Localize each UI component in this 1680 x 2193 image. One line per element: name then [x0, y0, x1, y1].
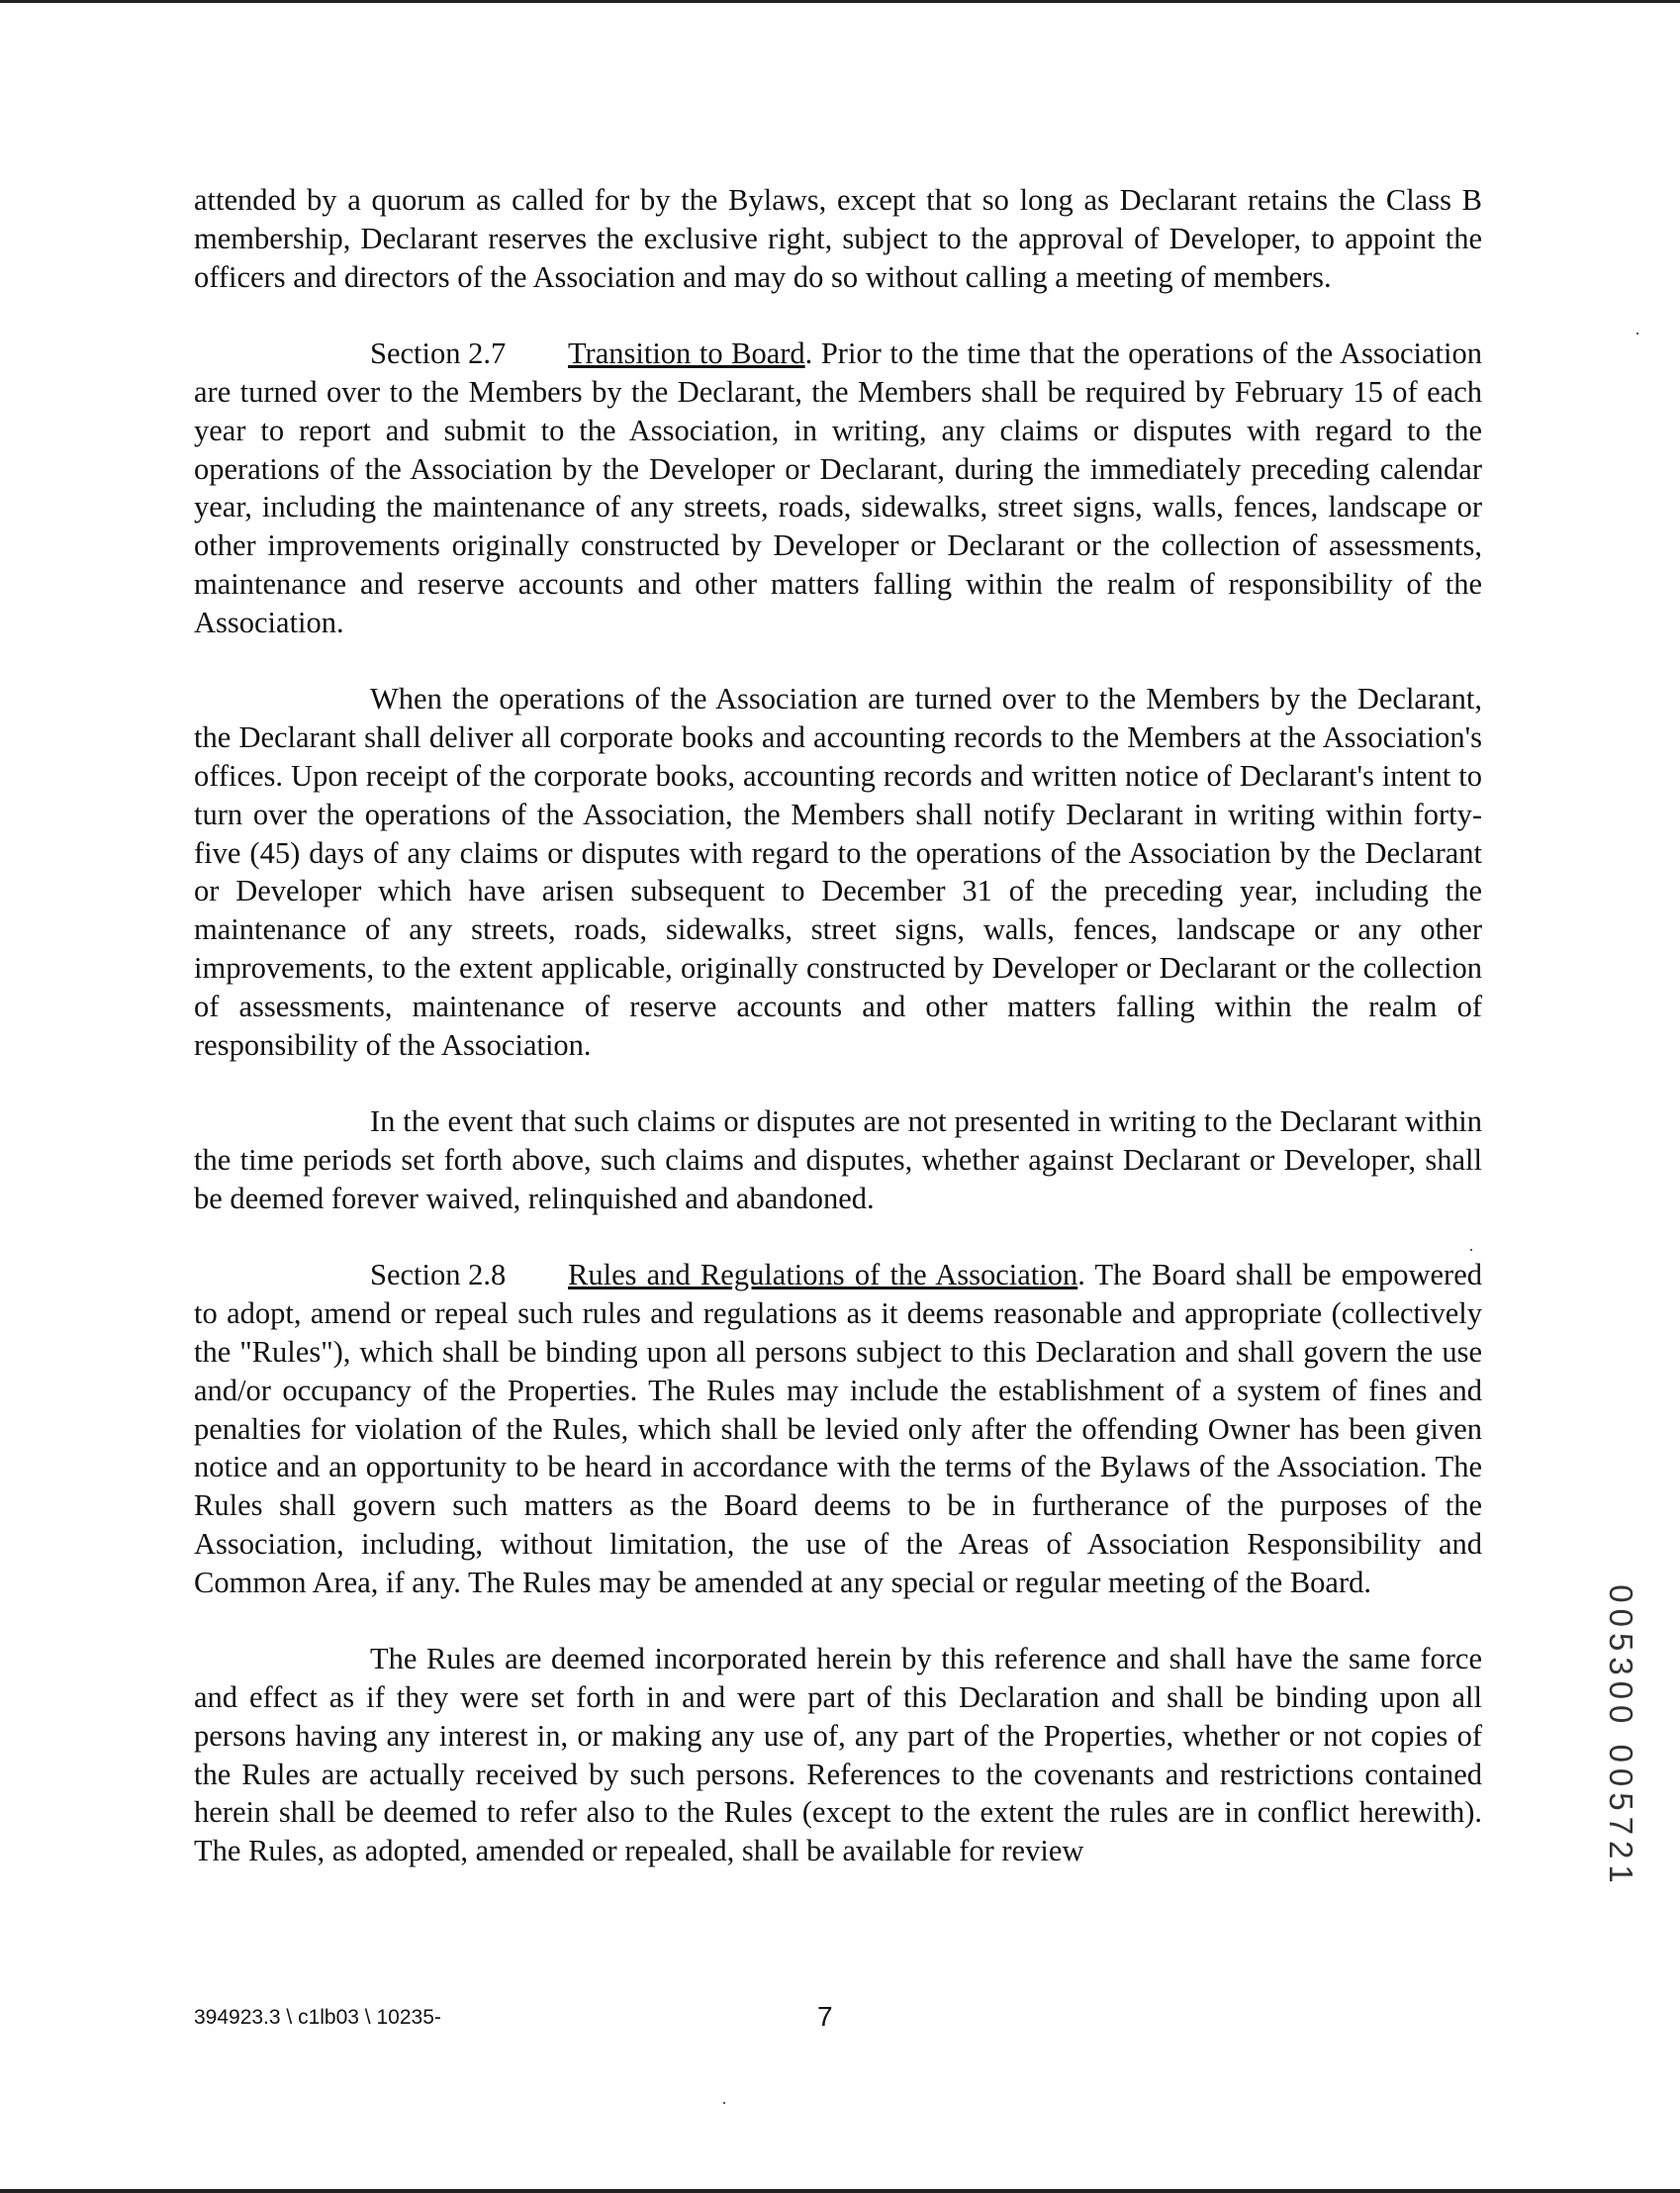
recording-stamp-text: 005300 005721	[1603, 1584, 1639, 1889]
scan-speck	[1470, 1249, 1472, 1251]
document-body	[194, 181, 1482, 1909]
recording-stamp	[1601, 1584, 1640, 1889]
scan-top-edge	[0, 0, 1680, 3]
footer-page-number: 7	[817, 2001, 833, 2032]
section-2-8-title-punct: .	[1077, 1258, 1085, 1292]
scan-bottom-edge	[0, 2189, 1680, 2193]
section-2-8-title: Rules and Regulations of the Association	[568, 1258, 1078, 1292]
section-2-8-body: The Board shall be empowered to adopt, amend or repeal such rules and regulations as it deems reasonable and appropriate (collectively the "Rules"), which shall be binding upon all persons subject to this Declaration and shall govern the use and/or occupancy of the Properties. The Rules may include the establishment of a system of fines and penalties for violation of the Rules, which shall be levied only after the offending Owner has been given notice and an opportunity to be heard in accordance with the terms of the Bylaws of the Association. The Rules shall govern such matters as the Board deems to be in furtherance of the purposes of the Association, including, without limitation, the use of the Areas of Association Responsibility and Common Area, if any. The Rules may be amended at any special or regular meeting of the Board.	[194, 1258, 1482, 1599]
section-2-7-title: Transition to Board	[568, 336, 805, 371]
paragraph-waiver	[194, 1102, 1482, 1217]
section-2-7-title-punct: .	[804, 336, 813, 371]
paragraph-waiver-text: In the event that such claims or disputes are not presented in writing to the Declarant within the time periods set forth above, such claims and disputes, whether against Declarant or Developer, shall be deemed forever waived, relinquished and abandoned.	[194, 1104, 1482, 1215]
section-2-8-number: Section 2.8	[370, 1258, 507, 1292]
paragraph-intro: attended by a quorum as called for by the Bylaws, except that so long as Declarant retains the Class B membership, Declarant reserves the exclusive right, subject to the approval of Developer, to appoint the officers and directors of the Association and may do so without calling a meeting of members.	[194, 183, 1482, 294]
section-2-7	[194, 334, 1482, 641]
section-2-7-number: Section 2.7	[370, 336, 507, 371]
section-2-8	[194, 1256, 1482, 1601]
scan-speck	[723, 2102, 725, 2104]
paragraph-rules-text: The Rules are deemed incorporated herein by this reference and shall have the same force and effect as if they were set forth in and were part of this Declaration and shall be binding upon all persons having any interest in, or making any use of, any part of the Properties, whether or not copies of the Rules are actually received by such persons. References to the covenants and restrictions contained herein shall be deemed to refer also to the Rules (except to the extent the rules are in conflict herewith). The Rules, as adopted, amended or repealed, shall be available for review	[194, 1642, 1482, 1868]
footer-document-id: 394923.3 \ c1lb03 \ 10235-	[194, 2006, 441, 2029]
section-2-7-body: Prior to the time that the operations of the Association are turned over to the Members by the Declarant, the Members shall be required by February 15 of each year to report and submit to the Association, in writing, any claims or disputes with regard to the operations of the Association by the Developer or Declarant, during the immediately preceding calendar year, including the maintenance of any streets, roads, sidewalks, street signs, walls, fences, landscape or other improvements originally constructed by Developer or Declarant or the collection of assessments, maintenance and reserve accounts and other matters falling within the realm of responsibility of the Association.	[194, 336, 1482, 639]
paragraph-turnover	[194, 680, 1482, 1064]
paragraph-rules	[194, 1640, 1482, 1870]
paragraph-turnover-text: When the operations of the Association are turned over to the Members by the Declarant, the Declarant shall deliver all corporate books and accounting records to the Members at the Association's offices. Upon receipt of the corporate books, accounting records and written notice of Declarant's intent to turn over the operations of the Association, the Members shall notify Declarant in writing within forty-five (45) days of any claims or disputes with regard to the operations of the Association by the Declarant or Developer which have arisen subsequent to December 31 of the preceding year, including the maintenance of any streets, roads, sidewalks, street signs, walls, fences, landscape or any other improvements, to the extent applicable, originally constructed by Developer or Declarant or the collection of assessments, maintenance of reserve accounts and other matters falling within the realm of responsibility of the Association.	[194, 682, 1482, 1062]
scan-speck	[1636, 333, 1638, 334]
